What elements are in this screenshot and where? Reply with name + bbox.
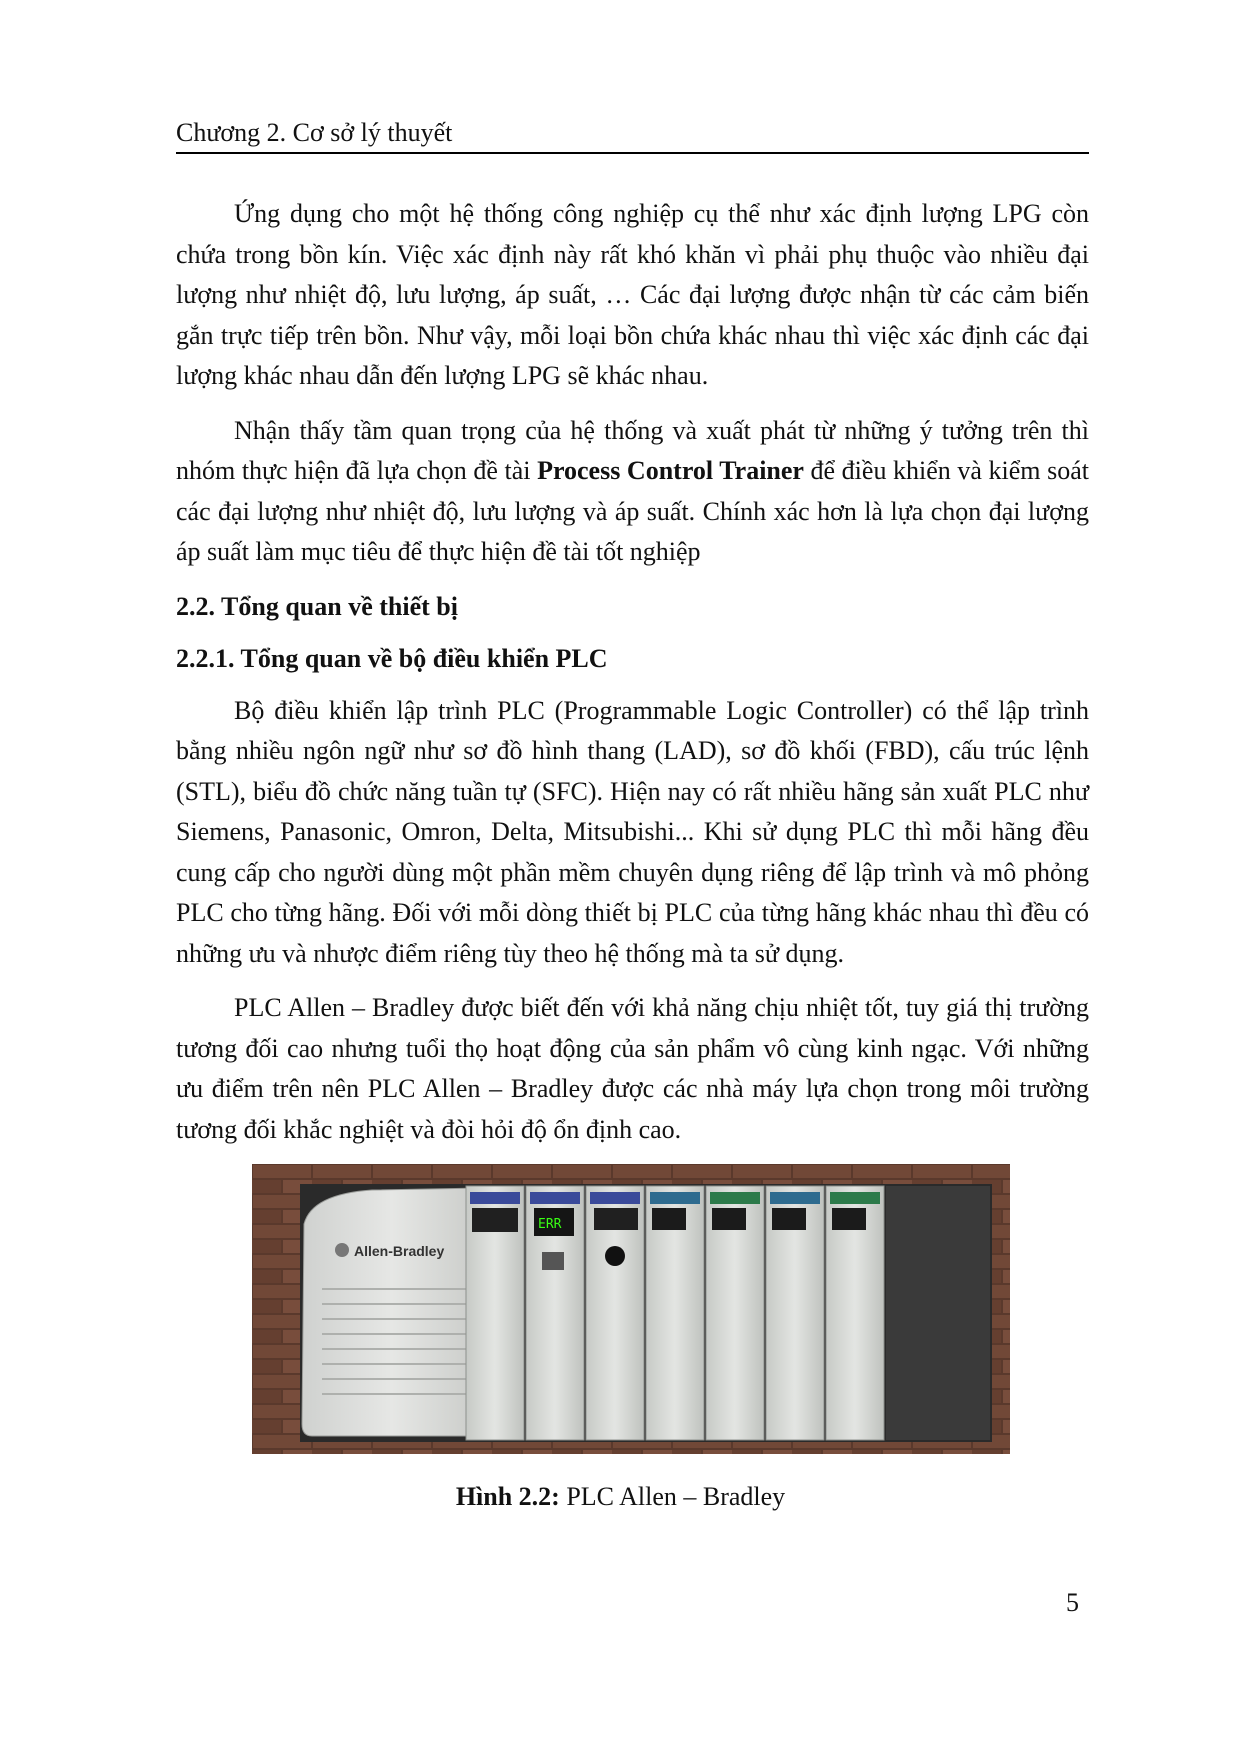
paragraph-topic-choice	[176, 411, 1089, 573]
topic-bold-title: Process Control Trainer	[537, 456, 804, 485]
heading-plc-overview: 2.2.1. Tổng quan về bộ điều khiển PLC	[176, 643, 608, 673]
caption-label: Hình 2.2:	[455, 1482, 560, 1511]
paragraph-plc-description: Bộ điều khiển lập trình PLC (Programmable Logic Controller) có thể lập trình bằng nhiều ngôn ngữ như sơ đồ hình thang (LAD), sơ đồ khối (FBD), cấu trúc lệnh (STL), biểu đồ chức năng tuần tự (SFC). Hiện nay có rất nhiều hãng sản xuất PLC như Siemens, Panasonic, Omron, Delta, Mitsubishi... Khi sử dụng PLC thì mỗi hãng đều cung cấp cho người dùng một phần mềm chuyên dụng riêng để lập trình và mô phỏng PLC cho từng hãng. Đối với mỗi dòng thiết bị PLC của từng hãng khác nhau thì đều có những ưu và nhược điểm riêng tùy theo hệ thống mà ta sử dụng.	[176, 695, 1089, 968]
paragraph-allen-bradley: PLC Allen – Bradley được biết đến với khả năng chịu nhiệt tốt, tuy giá thị trường tương đối cao nhưng tuổi thọ hoạt động của sản phẩm vô cùng kinh ngạc. Với những ưu điểm trên nên PLC Allen – Bradley được các nhà máy lựa chọn trong môi trường tương đối khắc nghiệt và đòi hỏi độ ổn định cao.	[176, 993, 1089, 1144]
chapter-title: Chương 2. Cơ sở lý thuyết	[176, 118, 453, 147]
topic-text-before: Nhận thấy tầm quan trọng của hệ thống và xuất phát từ những ý tưởng trên thì nhóm thực hiện đã lựa chọn đề tài	[176, 415, 1089, 485]
caption-text: PLC Allen – Bradley	[559, 1482, 786, 1511]
plc-illustration	[252, 1164, 1010, 1454]
brand-label: Allen-Bradley	[354, 1243, 445, 1259]
heading-device-overview: 2.2. Tổng quan về thiết bị	[176, 591, 458, 621]
page-number: 5	[1066, 1588, 1079, 1617]
figure-caption	[0, 1482, 1241, 1512]
running-header	[176, 118, 1089, 154]
plc-photo	[252, 1164, 1010, 1454]
page-body	[176, 194, 1089, 1164]
paragraph-lpg-application: Ứng dụng cho một hệ thống công nghiệp cụ thể như xác định lượng LPG còn chứa trong bồn kín. Việc xác định này rất khó khăn vì phải phụ thuộc vào nhiều đại lượng như nhiệt độ, lưu lượng, áp suất, … Các đại lượng được nhận từ các cảm biến gắn trực tiếp trên bồn. Như vậy, mỗi loại bồn chứa khác nhau thì việc xác định các đại lượng khác nhau dẫn đến lượng LPG sẽ khác nhau.	[176, 199, 1089, 390]
topic-text-after: để điều khiển và kiểm soát các đại lượng như nhiệt độ, lưu lượng và áp suất. Chính xác hơn là lựa chọn đại lượng áp suất làm mục tiêu để thực hiện đề tài tốt nghiệp	[176, 456, 1089, 566]
err-display: ERR	[538, 1217, 562, 1232]
